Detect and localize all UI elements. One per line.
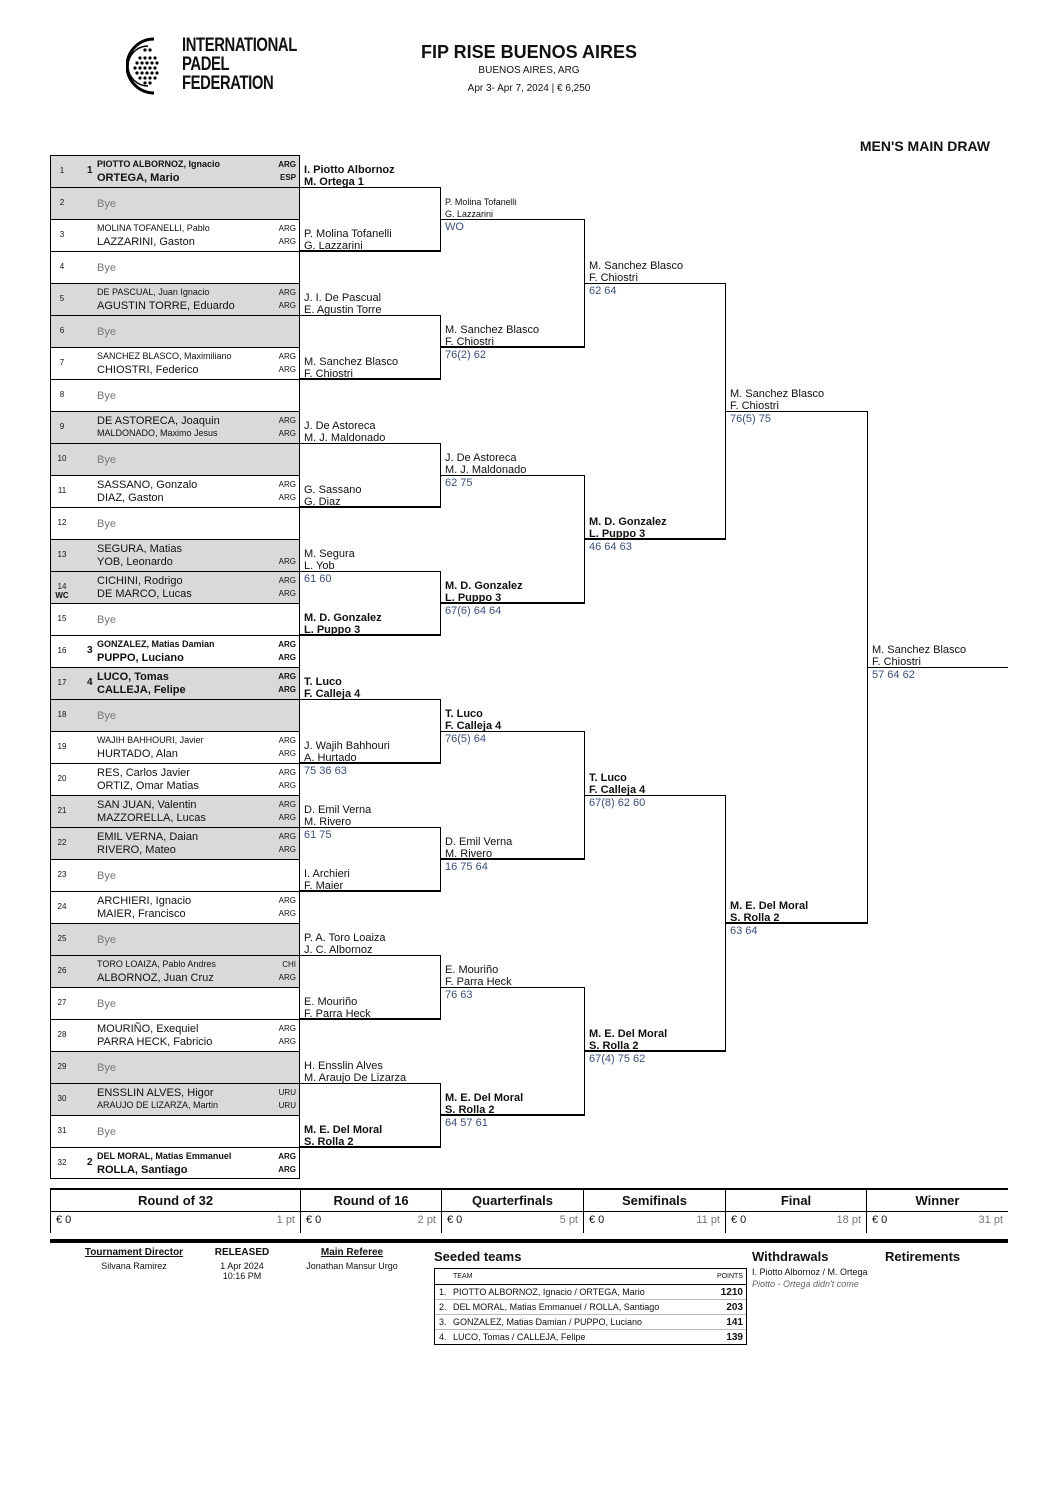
- player-name: AGUSTIN TORRE, Eduardo: [97, 300, 235, 312]
- slot-number: 13: [57, 550, 67, 559]
- player-name: YOB, Leonardo: [97, 556, 173, 568]
- player-name: TORO LOAIZA, Pablo Andres: [97, 959, 216, 969]
- match-score: 63 64: [730, 925, 758, 937]
- winner-name: M. J. Maldonado: [445, 464, 527, 476]
- slot-number: 1: [59, 166, 65, 175]
- winner-name: P. Molina Tofanelli: [445, 197, 517, 207]
- winner-name: F. Chiostri: [445, 336, 494, 348]
- winner-name: M. Ortega 1: [304, 176, 364, 188]
- slot-number: 18: [57, 710, 67, 719]
- seed-team: LUCO, Tomas / CALLEJA, Felipe: [453, 1332, 586, 1342]
- slot-number: 29: [57, 1062, 67, 1071]
- winner-name: S. Rolla 2: [589, 1040, 639, 1052]
- player-name: ENSSLIN ALVES, Higor: [97, 1087, 214, 1099]
- player-name: EMIL VERNA, Daian: [97, 831, 199, 843]
- match-score: 76(5) 75: [730, 413, 771, 425]
- slot-number: 30: [57, 1094, 67, 1103]
- prize-cell: € 0 31 pt: [866, 1209, 1008, 1233]
- slot-number: 5: [59, 294, 65, 303]
- winner-name: F. Chiostri: [304, 368, 353, 380]
- withdrawal-entry: I. Piotto Albornoz / M. Ortega: [752, 1267, 868, 1277]
- winner-name: M. Rivero: [304, 816, 352, 828]
- bye-label: Bye: [97, 454, 116, 466]
- seed-team: PIOTTO ALBORNOZ, Ignacio / ORTEGA, Mario: [453, 1287, 645, 1297]
- winner-name: F. Chiostri: [730, 400, 779, 412]
- round-header: Round of 32: [50, 1190, 300, 1211]
- winner-name: M. Sanchez Blasco: [730, 388, 825, 400]
- seed-number: 4: [87, 677, 93, 688]
- slot-number: 24: [57, 902, 67, 911]
- logo-text: INTERNATIONAL PADEL FEDERATION: [182, 35, 297, 94]
- winner-name: H. Ensslin Alves: [304, 1060, 383, 1072]
- withdrawals-title: Withdrawals: [752, 1249, 829, 1264]
- player-country: ARG: [278, 1152, 296, 1161]
- final-score: 57 64 62: [872, 669, 915, 681]
- match-score: 62 64: [589, 285, 617, 297]
- slot-number: 26: [57, 966, 67, 975]
- winner-name: M. Sanchez Blasco: [304, 356, 399, 368]
- slot-number: 3: [59, 230, 65, 239]
- player-country: ARG: [278, 909, 296, 918]
- winner-name: M. J. Maldonado: [304, 432, 386, 444]
- seeded-team-row: [435, 1285, 746, 1300]
- player-country: ARG: [278, 813, 296, 822]
- bye-label: Bye: [97, 262, 116, 274]
- seed-number: 2: [87, 1157, 93, 1168]
- player-name: PARRA HECK, Fabricio: [97, 1036, 213, 1048]
- bye-label: Bye: [97, 934, 116, 946]
- prize-cell: € 0 11 pt: [583, 1209, 725, 1233]
- player-name: CICHINI, Rodrigo: [97, 575, 183, 587]
- match-score: 75 36 63: [304, 765, 347, 777]
- slot-number: 6: [59, 326, 65, 335]
- winner-name: G. Diaz: [304, 496, 341, 508]
- player-country: ARG: [278, 237, 296, 246]
- release-info: RELEASED 1 Apr 2024 10:16 PM: [214, 1247, 270, 1281]
- winner-name: M. E. Del Moral: [304, 1124, 383, 1136]
- tournament-director: Tournament Director Silvana Ramirez: [84, 1247, 184, 1271]
- seeded-team-row: [435, 1330, 746, 1344]
- winner-name: F. Calleja 4: [445, 720, 502, 732]
- tournament-dates: Apr 3- Apr 7, 2024 | € 6,250: [467, 83, 591, 94]
- match-score: 76(5) 64: [445, 733, 486, 745]
- slot-number: 32: [57, 1158, 67, 1167]
- bracket-connector: [585, 795, 726, 1051]
- player-name: ROLLA, Santiago: [97, 1164, 188, 1176]
- slot-number: 22: [57, 838, 67, 847]
- winner-name: P. Molina Tofanelli: [304, 228, 392, 240]
- winner-name: E. Mouriño: [304, 996, 358, 1008]
- player-country: ARG: [278, 352, 296, 361]
- player-country: ARG: [278, 557, 296, 566]
- player-country: ARG: [278, 160, 296, 169]
- player-country: ARG: [278, 973, 296, 982]
- winner-name: J. Wajih Bahhouri: [304, 740, 390, 752]
- slot-number: 21: [57, 806, 67, 815]
- player-country: ARG: [278, 416, 296, 425]
- slot-number: 23: [57, 870, 67, 879]
- round-header: Winner: [866, 1190, 1008, 1211]
- prize-cell: € 0 2 pt: [300, 1209, 441, 1233]
- winner-name: M. Segura: [304, 548, 355, 560]
- player-name: CALLEJA, Felipe: [97, 684, 186, 696]
- player-country: CHI: [282, 960, 296, 969]
- winner-name: L. Puppo 3: [445, 592, 502, 604]
- champion-name: M. Sanchez Blasco: [872, 644, 967, 656]
- match-score: 62 75: [445, 477, 473, 489]
- winner-name: M. Sanchez Blasco: [589, 260, 684, 272]
- main-referee: Main Referee Jonathan Mansur Urgo: [306, 1247, 398, 1271]
- player-country: ARG: [278, 288, 296, 297]
- player-country: ARG: [278, 429, 296, 438]
- player-country: ARG: [278, 1037, 296, 1046]
- seed-points: 203: [726, 1302, 743, 1313]
- round-header: Round of 16: [300, 1190, 441, 1211]
- seeded-team-row: [435, 1315, 746, 1330]
- player-country: ARG: [278, 480, 296, 489]
- winner-name: G. Lazzarini: [304, 240, 363, 252]
- winner-name: G. Sassano: [304, 484, 362, 496]
- player-country: ARG: [278, 301, 296, 310]
- slot-number: 4: [59, 262, 65, 271]
- player-country: ARG: [278, 1165, 296, 1174]
- player-country: ARG: [278, 896, 296, 905]
- slot-number: 15: [57, 614, 67, 623]
- player-name: ARAUJO DE LIZARZA, Martin: [97, 1100, 219, 1110]
- match-score: 67(4) 75 62: [589, 1053, 646, 1065]
- player-name: CHIOSTRI, Federico: [97, 364, 199, 376]
- player-name: RES, Carlos Javier: [97, 767, 190, 779]
- winner-name: M. Sanchez Blasco: [445, 324, 540, 336]
- player-name: ARCHIERI, Ignacio: [97, 895, 192, 907]
- player-name: DE ASTORECA, Joaquin: [97, 415, 220, 427]
- player-name: ORTEGA, Mario: [97, 172, 180, 184]
- player-country: ARG: [278, 832, 296, 841]
- match-score: 64 57 61: [445, 1117, 488, 1129]
- match-score: 67(6) 64 64: [445, 605, 502, 617]
- match-score: 76(2) 62: [445, 349, 486, 361]
- player-country: ARG: [278, 576, 296, 585]
- player-country: ARG: [278, 845, 296, 854]
- seeded-col-points: POINTS: [716, 1273, 743, 1280]
- winner-name: F. Calleja 4: [589, 784, 646, 796]
- winner-name: E. Agustin Torre: [304, 304, 382, 316]
- winner-name: F. Calleja 4: [304, 688, 361, 700]
- player-name: HURTADO, Alan: [97, 748, 178, 760]
- bye-label: Bye: [97, 390, 116, 402]
- player-country: ARG: [278, 800, 296, 809]
- seed-rank: 3.: [439, 1317, 447, 1327]
- player-country: ARG: [278, 781, 296, 790]
- player-name: RIVERO, Mateo: [97, 844, 176, 856]
- slot-number: 11: [57, 486, 67, 495]
- seed-number: 1: [87, 165, 93, 176]
- player-name: DIAZ, Gaston: [97, 492, 164, 504]
- winner-name: F. Parra Heck: [445, 976, 512, 988]
- seed-points: 139: [726, 1332, 743, 1343]
- winner-name: F. Chiostri: [589, 272, 638, 284]
- winner-name: M. D. Gonzalez: [589, 516, 667, 528]
- round-header: Final: [725, 1190, 866, 1211]
- player-country: ARG: [278, 365, 296, 374]
- bye-label: Bye: [97, 1126, 116, 1138]
- slot-number: 20: [57, 774, 67, 783]
- player-name: LAZZARINI, Gaston: [97, 236, 195, 248]
- player-country: ARG: [278, 653, 296, 662]
- seed-points: 141: [726, 1317, 743, 1328]
- player-name: DEL MORAL, Matias Emmanuel: [97, 1151, 232, 1161]
- player-name: SAN JUAN, Valentin: [97, 799, 197, 811]
- player-country: ESP: [279, 173, 296, 182]
- winner-name: J. C. Albornoz: [304, 944, 373, 956]
- player-country: ARG: [278, 224, 296, 233]
- player-name: LUCO, Tomas: [97, 671, 169, 683]
- slot-number: 10: [57, 454, 67, 463]
- player-name: WAJIH BAHHOURI, Javier: [97, 735, 204, 745]
- bye-label: Bye: [97, 518, 116, 530]
- player-name: MOLINA TOFANELLI, Pablo: [97, 223, 210, 233]
- winner-name: G. Lazzarini: [445, 209, 494, 219]
- player-country: ARG: [278, 589, 296, 598]
- winner-name: D. Emil Verna: [445, 836, 513, 848]
- slot-number: 14 WC: [55, 582, 69, 600]
- player-name: ORTIZ, Omar Matias: [97, 780, 199, 792]
- player-country: ARG: [278, 493, 296, 502]
- winner-name: J. De Astoreca: [304, 420, 376, 432]
- winner-name: L. Puppo 3: [304, 624, 361, 636]
- prize-cell: € 0 1 pt: [50, 1209, 300, 1233]
- seed-number: 3: [87, 645, 93, 656]
- winner-name: T. Luco: [445, 708, 483, 720]
- winner-name: P. A. Toro Loaiza: [304, 932, 386, 944]
- seed-rank: 4.: [439, 1332, 447, 1342]
- winner-name: A. Hurtado: [304, 752, 357, 764]
- bracket-connector: [585, 283, 726, 539]
- round-header: Quarterfinals: [441, 1190, 583, 1211]
- seeded-team-row: [435, 1300, 746, 1315]
- slot-number: 25: [57, 934, 67, 943]
- player-name: ALBORNOZ, Juan Cruz: [97, 972, 214, 984]
- winner-name: M. D. Gonzalez: [445, 580, 523, 592]
- winner-name: L. Yob: [304, 560, 335, 572]
- player-name: MALDONADO, Maximo Jesus: [97, 428, 218, 438]
- winner-name: S. Rolla 2: [445, 1104, 495, 1116]
- winner-name: S. Rolla 2: [304, 1136, 354, 1148]
- player-name: SANCHEZ BLASCO, Maximiliano: [97, 351, 232, 361]
- champion-name: F. Chiostri: [872, 656, 921, 668]
- winner-name: M. Araujo De Lizarza: [304, 1072, 407, 1084]
- slot-number: 28: [57, 1030, 67, 1039]
- winner-name: S. Rolla 2: [730, 912, 780, 924]
- match-score: 76 63: [445, 989, 473, 1001]
- player-country: ARG: [278, 749, 296, 758]
- bye-label: Bye: [97, 198, 116, 210]
- slot-number: 2: [59, 198, 65, 207]
- winner-name: M. D. Gonzalez: [304, 612, 382, 624]
- bye-label: Bye: [97, 614, 116, 626]
- winner-name: E. Mouriño: [445, 964, 499, 976]
- winner-name: D. Emil Verna: [304, 804, 372, 816]
- seed-rank: 1.: [439, 1287, 447, 1297]
- winner-name: J. De Astoreca: [445, 452, 517, 464]
- winner-name: M. Rivero: [445, 848, 493, 860]
- winner-name: I. Piotto Albornoz: [304, 164, 395, 176]
- match-score: 61 60: [304, 573, 332, 585]
- seed-team: GONZALEZ, Matias Damian / PUPPO, Luciano: [453, 1317, 643, 1327]
- retirements-title: Retirements: [885, 1249, 961, 1264]
- seeded-teams-table: [434, 1268, 747, 1345]
- winner-name: T. Luco: [304, 676, 342, 688]
- slot-number: 16: [57, 646, 67, 655]
- winner-name: J. I. De Pascual: [304, 292, 382, 304]
- slot-number: 7: [59, 358, 65, 367]
- match-score: 46 64 63: [589, 541, 632, 553]
- slot-number: 19: [57, 742, 67, 751]
- player-name: MOURIÑO, Exequiel: [97, 1023, 199, 1035]
- player-name: MAZZORELLA, Lucas: [97, 812, 206, 824]
- player-name: GONZALEZ, Matias Damian: [97, 639, 215, 649]
- winner-name: I. Archieri: [304, 868, 350, 880]
- winner-name: T. Luco: [589, 772, 627, 784]
- slot-number: 9: [59, 422, 65, 431]
- round-header: Semifinals: [583, 1190, 725, 1211]
- player-name: DE MARCO, Lucas: [97, 588, 192, 600]
- player-name: SASSANO, Gonzalo: [97, 479, 198, 491]
- winner-name: F. Parra Heck: [304, 1008, 371, 1020]
- slot-number: 8: [59, 390, 65, 399]
- prize-cell: € 0 5 pt: [441, 1209, 583, 1233]
- draw-title: MEN'S MAIN DRAW: [859, 138, 990, 154]
- player-country: ARG: [278, 768, 296, 777]
- player-country: ARG: [278, 1024, 296, 1033]
- tournament-title: FIP RISE BUENOS AIRES: [420, 42, 638, 62]
- slot-number: 17: [57, 678, 67, 687]
- player-name: DE PASCUAL, Juan Ignacio: [97, 287, 210, 297]
- bye-label: Bye: [97, 1062, 116, 1074]
- seed-points: 1210: [720, 1287, 743, 1298]
- winner-name: M. E. Del Moral: [730, 900, 809, 912]
- slot-number: 31: [57, 1126, 67, 1135]
- player-country: URU: [278, 1101, 296, 1110]
- bye-label: Bye: [97, 326, 116, 338]
- withdrawal-note: Piotto - Ortega didn't come: [752, 1279, 859, 1289]
- player-country: URU: [278, 1088, 296, 1097]
- footer-divider: [50, 1239, 1008, 1243]
- player-name: PUPPO, Luciano: [97, 652, 184, 664]
- prize-row: [50, 1209, 1008, 1233]
- bye-label: Bye: [97, 998, 116, 1010]
- player-country: ARG: [278, 640, 296, 649]
- match-score: 61 75: [304, 829, 332, 841]
- bye-label: Bye: [97, 710, 116, 722]
- slot-number: 27: [57, 998, 67, 1007]
- seeded-col-team: TEAM: [453, 1273, 473, 1280]
- match-score: 67(8) 62 60: [589, 797, 646, 809]
- player-name: MAIER, Francisco: [97, 908, 186, 920]
- winner-name: F. Maier: [304, 880, 344, 892]
- player-country: ARG: [278, 736, 296, 745]
- player-country: ARG: [278, 672, 296, 681]
- bye-label: Bye: [97, 870, 116, 882]
- player-name: SEGURA, Matias: [97, 543, 182, 555]
- slot-number: 12: [57, 518, 67, 527]
- match-score: 16 75 64: [445, 861, 488, 873]
- seed-team: DEL MORAL, Matias Emmanuel / ROLLA, Santiago: [453, 1302, 660, 1312]
- seed-rank: 2.: [439, 1302, 447, 1312]
- player-country: ARG: [278, 685, 296, 694]
- match-score: WO: [445, 221, 464, 233]
- winner-name: M. E. Del Moral: [589, 1028, 668, 1040]
- player-name: PIOTTO ALBORNOZ, Ignacio: [97, 159, 221, 169]
- winner-name: L. Puppo 3: [589, 528, 646, 540]
- bracket-connector: [726, 411, 868, 923]
- prize-cell: € 0 18 pt: [725, 1209, 866, 1233]
- seeded-teams-title: Seeded teams: [434, 1249, 522, 1264]
- tournament-location: BUENOS AIRES, ARG: [478, 65, 580, 76]
- winner-name: M. E. Del Moral: [445, 1092, 524, 1104]
